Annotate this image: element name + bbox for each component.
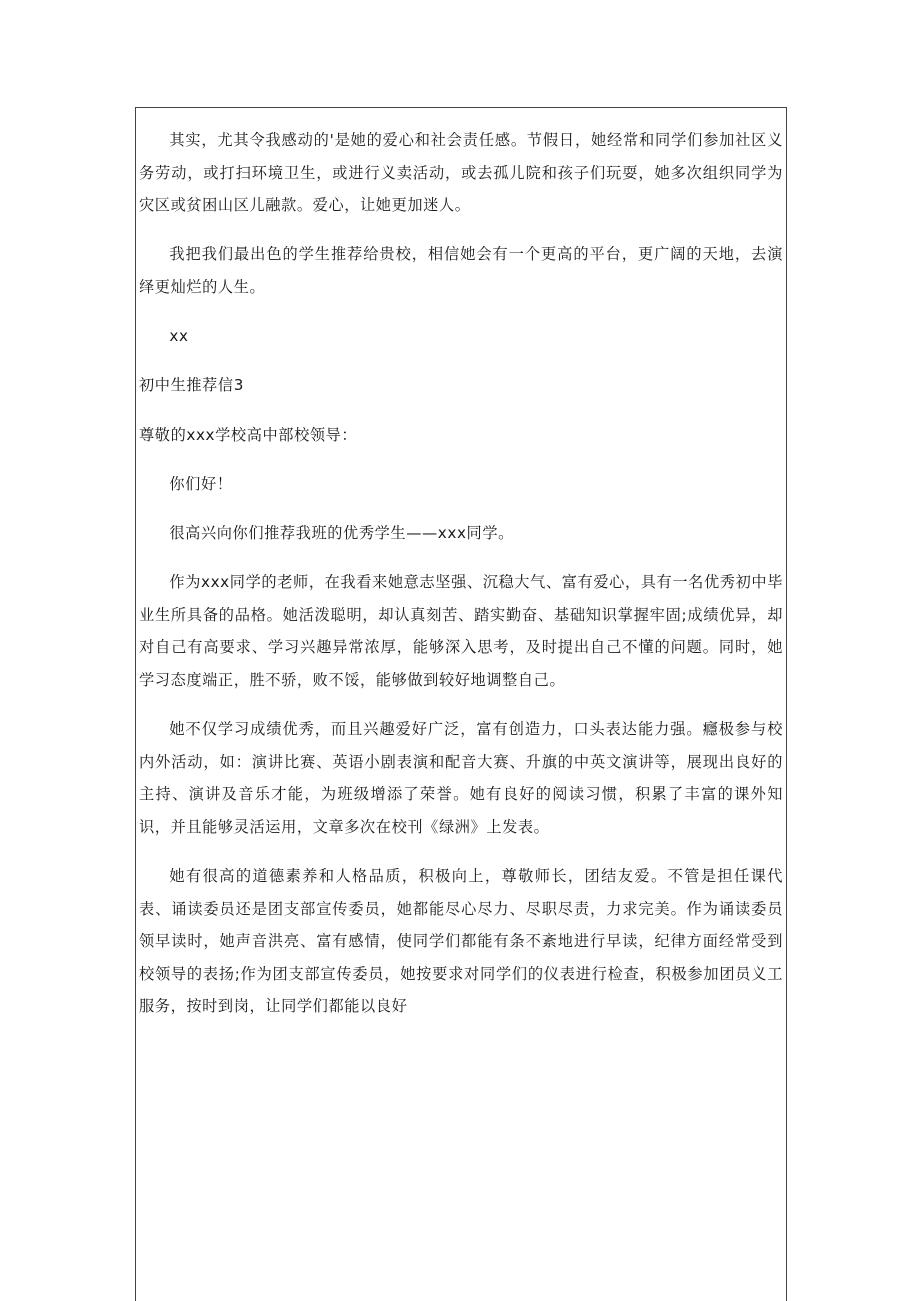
salutation: 尊敬的xxx学校高中部校领导： xyxy=(139,425,358,444)
paragraph-recommendation-closing: 我把我们最出色的学生推荐给贵校，相信她会有一个更高的平台，更广阔的天地，去演绎更灿烂的人生。 xyxy=(139,245,783,296)
paragraph-love-and-responsibility: 其实，尤其令我感动的'是她的爱心和社会责任感。节假日，她经常和同学们参加社区义务劳动，或打扫环境卫生，或进行义卖活动，或去孤儿院和孩子们玩耍，她多次组织同学为灾区或贫困山区儿融款。爱心，让她更加迷人。 xyxy=(139,131,783,215)
paragraph-moral-qualities: 她有很高的道德素养和人格品质，积极向上，尊敬师长，团结友爱。不管是担任课代表、诵读委员还是团支部宣传委员，她都能尽心尽力、尽职尽责，力求完美。作为诵读委员领早读时，她声音洪亮、富有感情，使同学们都能有条不紊地进行早读，纪律方面经常受到校领导的表扬;作为团支部宣传委员，她按要求对同学们的仪表进行检查，积极参加团员义工服务，按时到岗，让同学们都能以良好 xyxy=(139,867,783,1016)
signature: xx xyxy=(169,327,189,346)
section-title: 初中生推荐信3 xyxy=(139,376,244,395)
document-frame xyxy=(135,107,787,1301)
paragraph-character: 作为xxx同学的老师，在我看来她意志坚强、沉稳大气、富有爱心，具有一名优秀初中毕业生所具备的品格。她活泼聪明，却认真刻苦、踏实勤奋、基础知识掌握牢固;成绩优异，却对自己有高要求、学习兴趣异常浓厚，能够深入思考，及时提出自己不懂的问题。同时，她学习态度端正，胜不骄，败不馁，能够做到较好地调整自己。 xyxy=(139,573,783,689)
greeting: 你们好！ xyxy=(169,474,233,493)
paragraph-introduction: 很高兴向你们推荐我班的优秀学生——xxx同学。 xyxy=(169,523,514,542)
paragraph-interests: 她不仅学习成绩优秀，而且兴趣爱好广泛，富有创造力，口头表达能力强。癮极参与校内外活动，如：演讲比赛、英语小剧表演和配音大赛、升旗的中英文演讲等，展现出良好的主持、演讲及音乐才能，为班级增添了荣誉。她有良好的阅读习惯，积累了丰富的课外知识，并且能够灵活运用，文章多次在校刊《绿洲》上发表。 xyxy=(139,720,783,836)
document-body xyxy=(136,124,786,1023)
